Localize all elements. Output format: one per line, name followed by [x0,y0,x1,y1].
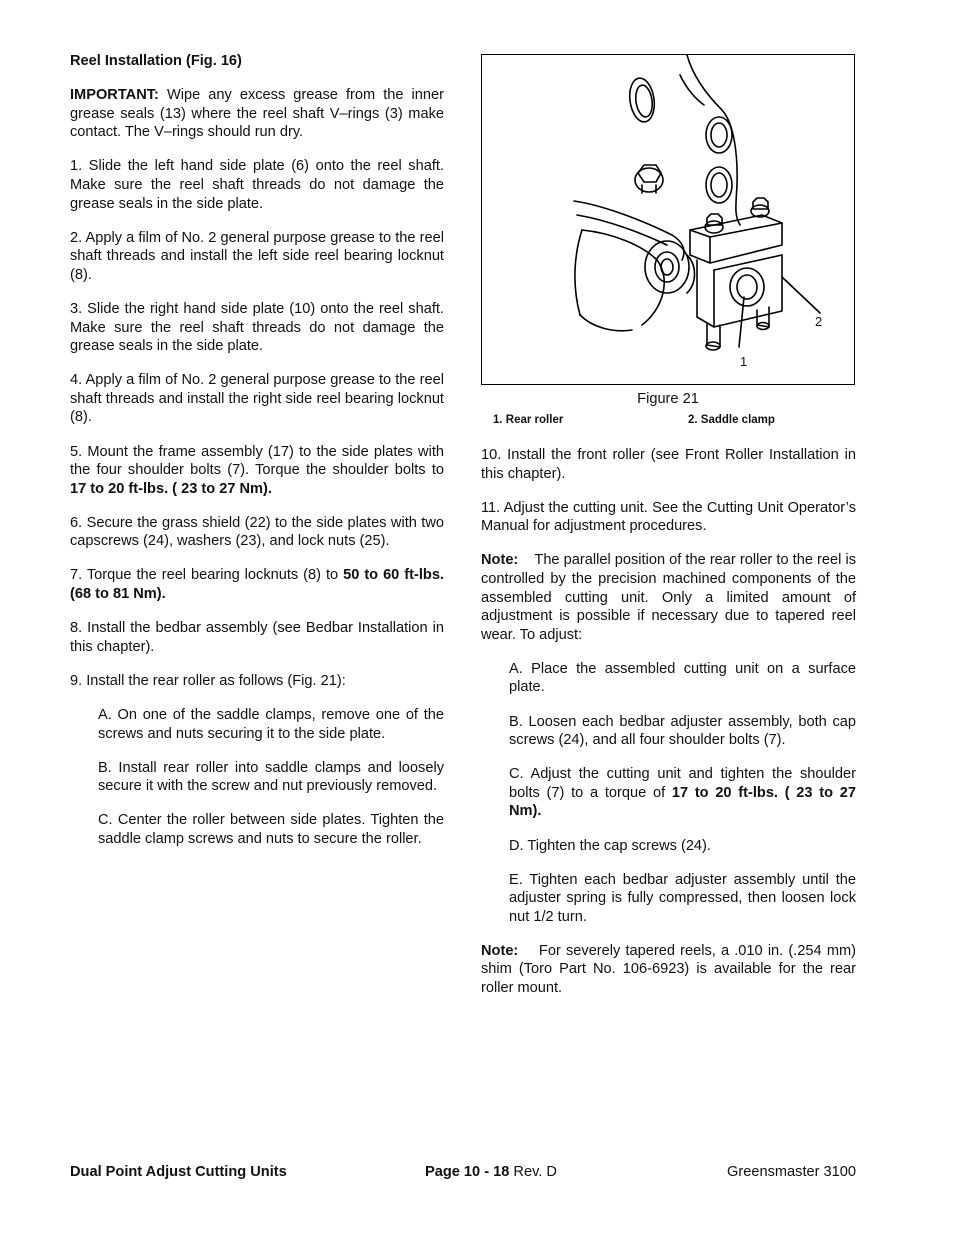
sub-step-b: B. Loosen each bedbar adjuster assembly, both cap screws (24), and all four shoulder bolts (7). [509,713,856,749]
step-11: 11. Adjust the cutting unit. See the Cutting Unit Operator’s Manual for adjustment procedures. [481,499,856,535]
step-5-text: 5. Mount the frame assembly (17) to the side plates with the four shoulder bolts (7). Torque the shoulder bolts to [70,443,444,479]
step-7-torque: 50 to 60 ft-lbs. (68 to 81 Nm). [70,567,444,603]
sub-step-a: A. Place the assembled cutting unit on a surface plate. [509,660,856,696]
figure-caption: Figure 21 [637,391,699,407]
step-5 [70,443,444,499]
footer-product-name: Greensmaster 3100 [727,1164,856,1180]
note-shim [481,942,861,998]
sub-step-c-text: C. Adjust the cutting unit and tighten the shoulder bolts (7) to a torque of [509,766,856,801]
important-label: IMPORTANT: [70,87,159,104]
callout-2: 2 [815,314,823,329]
step-9b: B. Install rear roller into saddle clamps and loosely secure it with the screw and nut previously removed. [98,759,444,795]
callout-1: 1 [740,354,748,369]
left-column [70,52,444,864]
footer-section-title: Dual Point Adjust Cutting Units [70,1164,287,1180]
page-footer [70,1163,856,1183]
step-9: 9. Install the rear roller as follows (Fig. 21): [70,672,346,689]
step-7-text: 7. Torque the reel bearing locknuts (8) to [70,567,344,584]
step-2: 2. Apply a film of No. 2 general purpose grease to the reel shaft threads and install the left side reel bearing locknut (8). [70,229,444,283]
step-10: 10. Install the front roller (see Front Roller Installation in this chapter). [481,447,856,482]
legend-rear-roller: 1. Rear roller [493,414,564,426]
page-number: Page 10 - 18 [425,1164,510,1180]
step-7 [70,566,444,603]
note-adjust [481,551,861,644]
sub-step-c-torque: 17 to 20 ft-lbs. ( 23 to 27 Nm). [509,784,856,820]
legend-saddle-clamp: 2. Saddle clamp [688,414,775,426]
note-text: For severely tapered reels, a .010 in. (.254 mm) shim (Toro Part No. 106-6923) is available for the rear roller mount. [481,942,861,997]
section-heading: Reel Installation (Fig. 16) [70,53,242,69]
step-8: 8. Install the bedbar assembly (see Bedbar Installation in this chapter). [70,620,444,655]
step-5-torque: 17 to 20 ft-lbs. ( 23 to 27 Nm). [70,480,272,497]
important-text: Wipe any excess grease from the inner grease seals (13) where the reel shaft V–rings (3) make contact. The V–rings should run dry. [70,87,444,141]
step-9c: C. Center the roller between side plates. Tighten the saddle clamp screws and nuts to secure the roller. [98,812,444,847]
sub-step-c [481,765,856,821]
note-label: Note: [481,552,519,569]
sub-step-e: E. Tighten each bedbar adjuster assembly until the adjuster spring is fully compressed, then loosen lock nut 1/2 turn. [509,871,856,925]
step-9a: A. On one of the saddle clamps, remove one of the screws and nuts securing it to the side plate. [98,706,444,742]
figure-21-frame [481,54,855,385]
footer-page-number [425,1163,557,1182]
step-1: 1. Slide the left hand side plate (6) onto the reel shaft. Make sure the reel shaft threads do not damage the grease seals in the side plate. [70,158,444,212]
step-6: 6. Secure the grass shield (22) to the side plates with two capscrews (24), washers (23), and lock nuts (25). [70,514,444,550]
note-text: The parallel position of the rear roller to the reel is controlled by the precision machined components of the assembled cutting unit. Only a limited amount of adjustment is possible if necessary due to tapered reel wear. To adjust: [481,552,861,643]
note-label: Note: [481,942,519,959]
revision: Rev. D [509,1164,557,1180]
step-3: 3. Slide the right hand side plate (10) onto the reel shaft. Make sure the reel shaft threads do not damage the grease seals in the side plate. [70,300,444,355]
step-4: 4. Apply a film of No. 2 general purpose grease to the reel shaft threads and install the right side reel bearing locknut (8). [70,372,444,426]
rear-roller-illustration [482,55,854,384]
right-column [481,446,861,1013]
sub-step-d: D. Tighten the cap screws (24). [509,837,711,854]
important-paragraph [70,86,444,142]
